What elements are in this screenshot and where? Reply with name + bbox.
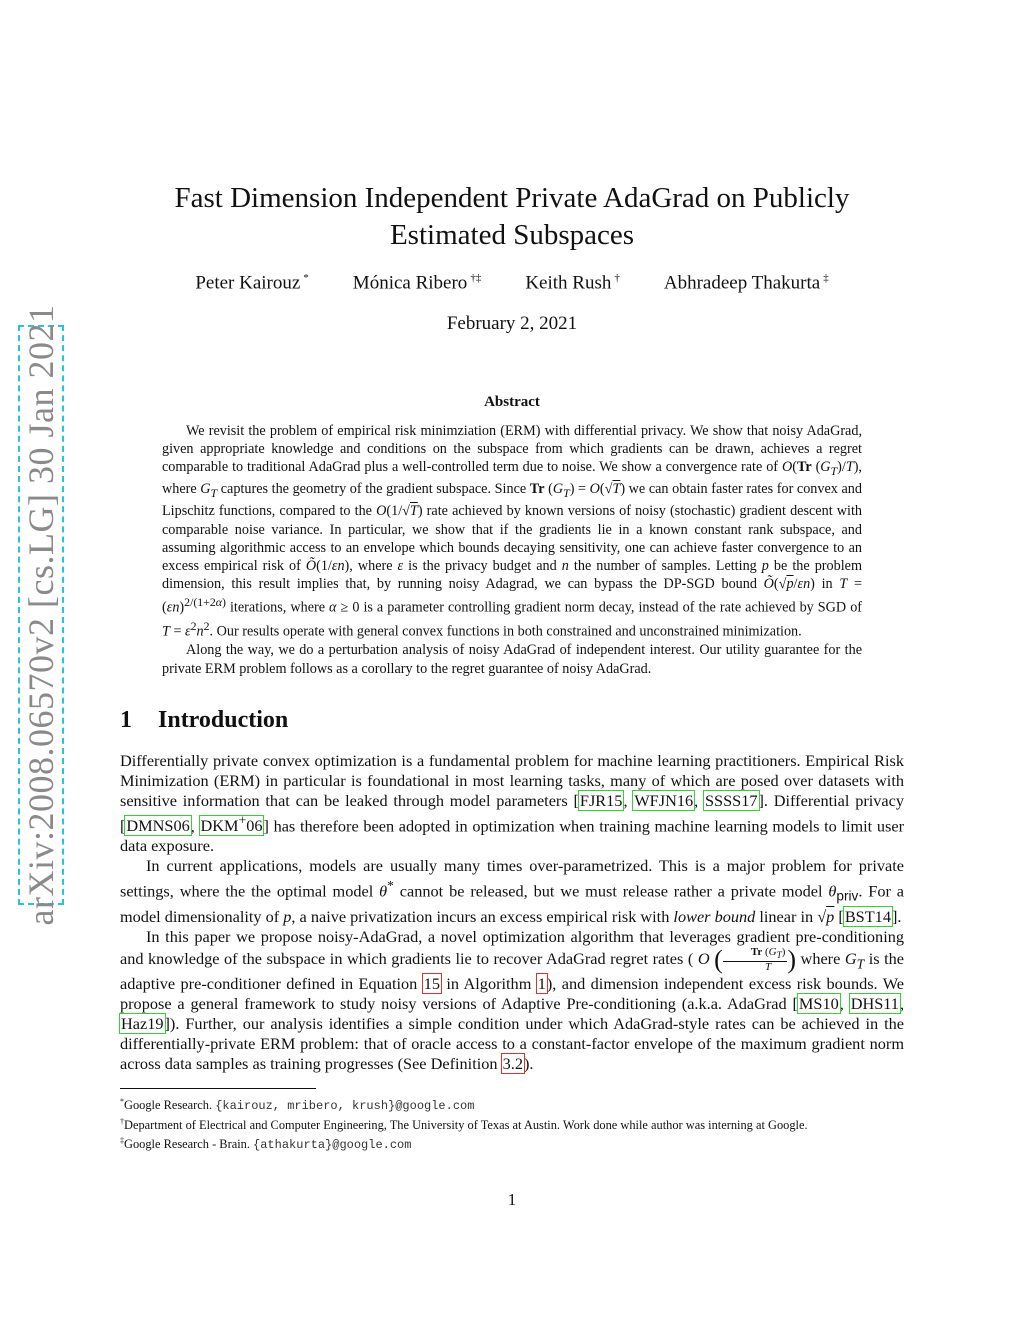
citation-link[interactable]: DHS11	[850, 994, 899, 1014]
intro-paragraph: In current applications, models are usually many times over-parametrized. This is a major problem for private settings, where the the optimal model θ* cannot be released, but we must release rather a private model $\theta_{priv}$. For a model dimensionality of p, a naive privatization incurs an excess empirical risk with lower bound linear in √p [BST14].	[120, 856, 904, 927]
author: Mónica Ribero †‡	[352, 272, 482, 294]
abstract-body	[162, 422, 862, 678]
section-heading	[120, 707, 288, 734]
citation-link[interactable]: Haz19	[121, 1014, 164, 1034]
email-addresses: {athakurta}@google.com	[253, 1138, 412, 1153]
citation-link[interactable]: MS10	[798, 994, 839, 1014]
paper-date: February 2, 2021	[446, 313, 578, 334]
footnote-3: ‡Google Research - Brain. {athakurta}@google.com	[120, 1136, 412, 1153]
intro-paragraph: In this paper we propose noisy-AdaGrad, a novel optimization algorithm that leverages gradient pre-conditioning and knowledge of the subspace in which gradients lie to recover AdaGrad regret rates ( O ( $\frac{Tr (G_T)}{T}$ ) where $G_T$ is the adaptive pre-conditioner defined in Equation 15 in Algorithm 1), and dimension independent excess risk bounds. We propose a general framework to study noisy versions of Adaptive Pre-conditioning (a.k.a. AdaGrad [MS10, DHS11, Haz19]). Further, our analysis identifies a simple condition under which AdaGrad-style rates can be achieved in the differentially-private ERM problem: that of oracle access to a constant-factor envelope of the maximum gradient norm across data samples as training progresses (See Definition 3.2).	[120, 927, 905, 1074]
footnotes	[120, 1094, 904, 1153]
introduction-body	[120, 751, 904, 1074]
arxiv-identifier-stamp	[18, 304, 64, 926]
citation-link[interactable]: SSSS17	[704, 791, 758, 810]
algorithm-reference[interactable]: 1	[537, 974, 546, 994]
footnote-divider	[120, 1088, 316, 1089]
abstract-heading: Abstract	[484, 394, 540, 410]
citation-link[interactable]: BST14	[844, 907, 891, 927]
abstract-paragraph: Along the way, we do a perturbation analysis of noisy AdaGrad of independent interest. Our utility guarantee for the private ERM problem follows as a corollary to the regret guarantee of noisy AdaGrad.	[162, 642, 862, 677]
footnote-2: †Department of Electrical and Computer Engineering, The University of Texas at Austin. Work done while author was interning at Google.	[120, 1117, 808, 1133]
section-title: Introduction	[158, 707, 289, 733]
equation-reference[interactable]: 15	[423, 974, 440, 994]
author: Keith Rush †	[525, 272, 620, 294]
definition-reference[interactable]: 3.2	[502, 1054, 523, 1074]
intro-paragraph: Differentially private convex optimization is a fundamental problem for machine learning practitioners. Empirical Risk Minimization (ERM) in particular is foundational in most learning tasks, many of which are posed over datasets with sensitive information that can be leaked through model parameters [FJR15, WFJN16, SSSS17]. Differential privacy [DMNS06, DKM+06] has therefore been adopted in optimization when training machine learning models to limit user data exposure.	[120, 751, 905, 856]
author: Abhradeep Thakurta ‡	[663, 272, 829, 294]
citation-link[interactable]: FJR15	[579, 791, 623, 810]
page-number: 1	[507, 1190, 517, 1209]
title-line-1: Fast Dimension Independent Private AdaGrad on Publicly	[174, 182, 850, 214]
arxiv-identifier: arXiv:2008.06570v2 [cs.LG] 30 Jan 2021	[21, 304, 61, 926]
paper-title	[120, 180, 904, 254]
email-addresses: {kairouz, mribero, krush}@google.com	[215, 1099, 475, 1114]
title-line-2: Estimated Subspaces	[389, 219, 635, 251]
footnote-1: *Google Research. {kairouz, mribero, krush}@google.com	[120, 1097, 475, 1114]
citation-link[interactable]: WFJN16	[634, 791, 694, 810]
author: Peter Kairouz *	[195, 272, 309, 294]
abstract-paragraph: We revisit the problem of empirical risk minimziation (ERM) with differential privacy. We show that noisy AdaGrad, given appropriate knowledge and conditions on the subspace from which gradients can be drawn, achieves a regret comparable to traditional AdaGrad plus a well-controlled term due to noise. We show a convergence rate of O(Tr $(G_T)/T$), where $G_T$ captures the geometry of the gradient subspace. Since Tr $(G_T) = O(√T)$ we can obtain faster rates for convex and Lipschitz functions, compared to the O(1/√T) rate achieved by known versions of noisy (stochastic) gradient descent with comparable noise variance. In particular, we show that if the gradients lie in a known constant rank subspace, and assuming algorithmic access to an envelope which bounds decaying sensitivity, one can achieve faster convergence to an excess empirical risk of Õ(1/εn), where ε is the privacy budget and n the number of samples. Letting p be the problem dimension, this result implies that, by running noisy Adagrad, we can bypass the DP-SGD bound Õ(√p/εn) in $T = (\varepsilon n)^{2/(1+2\alpha)}$ iterations, where α ≥ 0 is a parameter controlling gradient norm decay, instead of the rate achieved by SGD of $T = \varepsilon^2n^2$. Our results operate with general convex functions in both constrained and unconstrained minimization.	[162, 423, 863, 641]
citation-link[interactable]: DKM+06	[200, 813, 263, 836]
citation-link[interactable]: DMNS06	[126, 816, 190, 836]
author-list	[120, 272, 904, 294]
section-number: 1	[120, 707, 132, 733]
